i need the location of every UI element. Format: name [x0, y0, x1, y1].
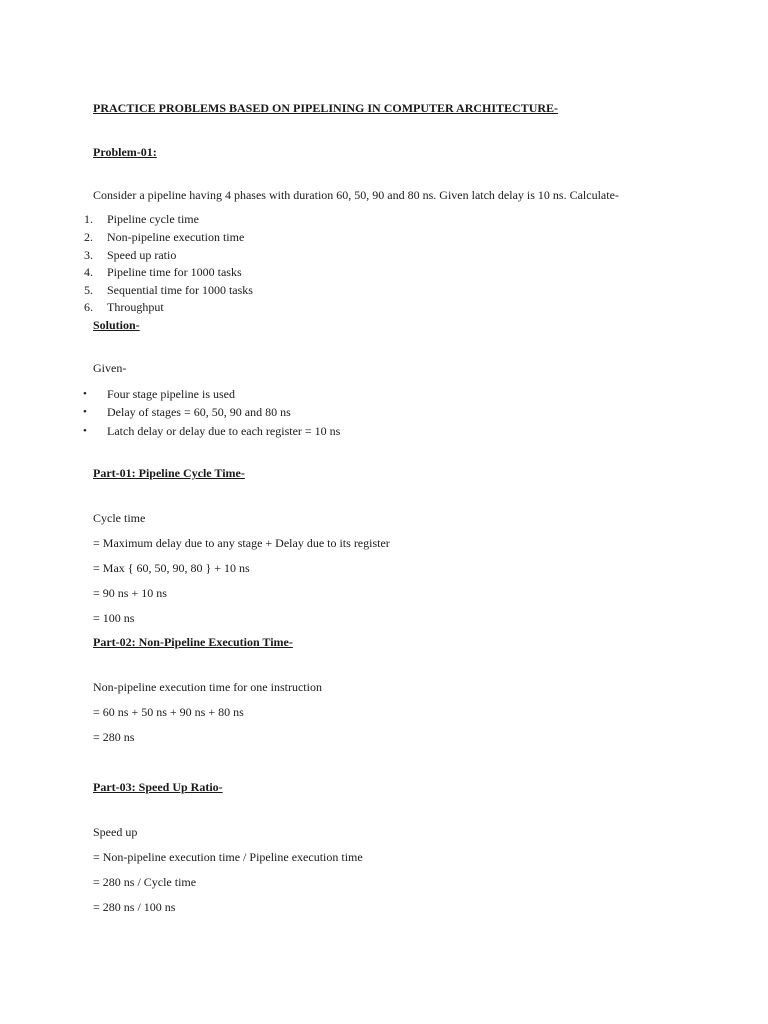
part1-line: = 90 ns + 10 ns — [93, 586, 167, 600]
list-number: 3. — [84, 248, 93, 262]
part2-line: = 280 ns — [93, 730, 135, 744]
list-text: Throughput — [107, 300, 164, 314]
list-text: Pipeline cycle time — [107, 212, 199, 226]
list-number: 4. — [84, 265, 93, 279]
list-text: Latch delay or delay due to each register = 10 ns — [107, 424, 341, 438]
part3-line: = 280 ns / 100 ns — [93, 900, 176, 914]
part3-line: Speed up — [93, 825, 138, 839]
part2-heading: Part-02: Non-Pipeline Execution Time- — [93, 635, 293, 649]
problem-intro: Consider a pipeline having 4 phases with duration 60, 50, 90 and 80 ns. Given latch delay is 10 ns. Calculate- — [93, 188, 619, 202]
part3-line: = Non-pipeline execution time / Pipeline execution time — [93, 850, 363, 864]
given-label: Given- — [93, 361, 127, 375]
list-number: 5. — [84, 283, 93, 297]
bullet-icon: • — [83, 388, 87, 400]
list-number: 1. — [84, 212, 93, 226]
bullet-icon: • — [83, 425, 87, 437]
list-text: Speed up ratio — [107, 248, 177, 262]
list-text: Delay of stages = 60, 50, 90 and 80 ns — [107, 405, 291, 419]
list-number: 6. — [84, 300, 93, 314]
list-number: 2. — [84, 230, 93, 244]
document-title: PRACTICE PROBLEMS BASED ON PIPELINING IN COMPUTER ARCHITECTURE- — [93, 101, 559, 115]
list-text: Non-pipeline execution time — [107, 230, 245, 244]
bullet-icon: • — [83, 406, 87, 418]
part2-line: = 60 ns + 50 ns + 90 ns + 80 ns — [93, 705, 244, 719]
problem-heading: Problem-01: — [93, 145, 157, 159]
list-text: Sequential time for 1000 tasks — [107, 283, 253, 297]
part1-line: = 100 ns — [93, 611, 135, 625]
list-text: Four stage pipeline is used — [107, 387, 235, 401]
part1-line: = Maximum delay due to any stage + Delay due to its register — [93, 536, 390, 550]
part1-line: = Max { 60, 50, 90, 80 } + 10 ns — [93, 561, 250, 575]
part2-line: Non-pipeline execution time for one instruction — [93, 680, 322, 694]
part1-line: Cycle time — [93, 511, 146, 525]
list-text: Pipeline time for 1000 tasks — [107, 265, 242, 279]
part3-line: = 280 ns / Cycle time — [93, 875, 197, 889]
solution-heading: Solution- — [93, 318, 140, 332]
part3-heading: Part-03: Speed Up Ratio- — [93, 780, 223, 794]
part1-heading: Part-01: Pipeline Cycle Time- — [93, 466, 245, 480]
